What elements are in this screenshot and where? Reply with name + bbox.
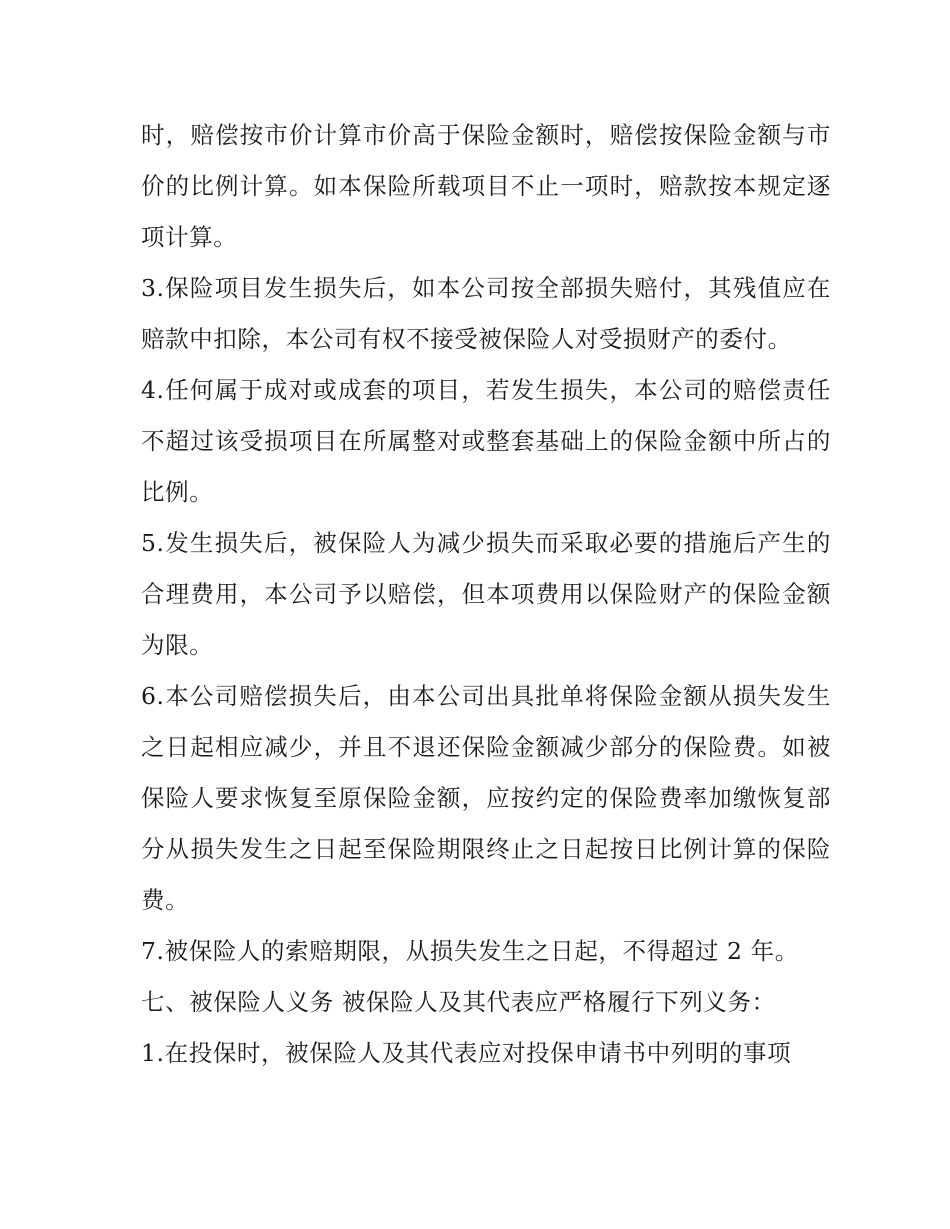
document-body: [141, 110, 831, 1079]
section-heading-insured-obligations: 七、被保险人义务 被保险人及其代表应严格履行下列义务：: [141, 988, 776, 1016]
paragraph-item-7-claim-period: 7.被保险人的索赔期限，从损失发生之日起，不得超过 2 年。: [141, 937, 799, 965]
paragraph-obligation-1: 1.在投保时，被保险人及其代表应对投保申请书中列明的事项: [141, 1039, 792, 1067]
paragraph-item-5-mitigation-costs: 5.发生损失后，被保险人为减少损失而采取必要的措施后产生的合理费用，本公司予以赔偿，但本项费用以保险财产的保险金额为限。: [141, 529, 831, 659]
paragraph-compensation-ratio: 时，赔偿按市价计算市价高于保险金额时，赔偿按保险金额与市价的比例计算。如本保险所载项目不止一项时，赔款按本规定逐项计算。: [141, 121, 831, 251]
paragraph-item-4-pairs-sets: 4.任何属于成对或成套的项目，若发生损失，本公司的赔偿责任不超过该受损项目在所属整对或整套基础上的保险金额中所占的比例。: [141, 376, 831, 506]
paragraph-item-3-salvage: 3.保险项目发生损失后，如本公司按全部损失赔付，其残值应在赔款中扣除，本公司有权不接受被保险人对受损财产的委付。: [141, 274, 831, 353]
paragraph-item-6-sum-reduction: 6.本公司赔偿损失后，由本公司出具批单将保险金额从损失发生之日起相应减少，并且不退还保险金额减少部分的保险费。如被保险人要求恢复至原保险金额，应按约定的保险费率加缴恢复部分从损失发生之日起至保险期限终止之日起按日比例计算的保险费。: [141, 682, 831, 914]
